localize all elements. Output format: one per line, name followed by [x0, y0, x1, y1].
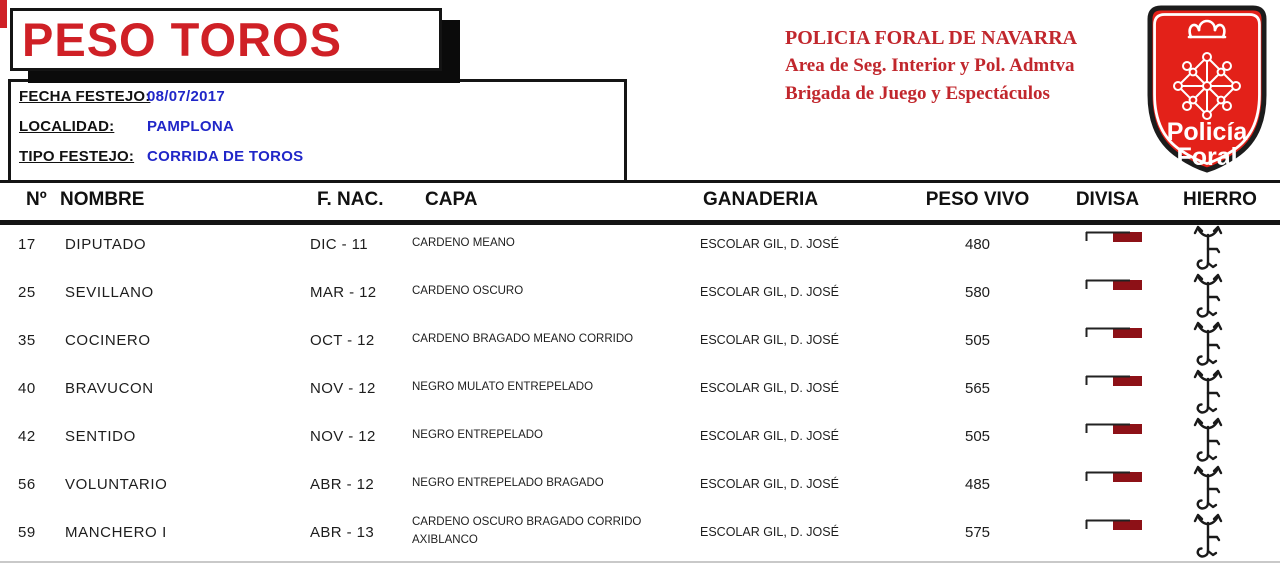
- cell-peso-vivo: 575: [964, 523, 991, 541]
- hierro-brand-icon: [1189, 225, 1227, 273]
- field-tipo-festejo: [11, 148, 624, 166]
- table-row: [0, 364, 1280, 412]
- table-body: [0, 220, 1280, 556]
- cell-fnac: NOV - 12: [310, 379, 376, 397]
- cell-peso-vivo: 580: [964, 283, 991, 301]
- hierro-brand-icon: [1189, 417, 1227, 465]
- cell-hierro: [1160, 316, 1280, 364]
- cell-nombre: SEVILLANO: [65, 283, 154, 301]
- cell-ganaderia: ESCOLAR GIL, D. JOSÉ: [700, 381, 839, 395]
- divisa-flag-icon: [1085, 471, 1143, 484]
- cell-numero: 59: [18, 523, 36, 541]
- cell-divisa: [1055, 430, 1160, 443]
- cell-numero: 25: [18, 283, 36, 301]
- cell-hierro: [1160, 220, 1280, 268]
- cell-nombre: SENTIDO: [65, 427, 136, 445]
- org-area: Area de Seg. Interior y Pol. Admtva: [785, 55, 1075, 76]
- table-row: [0, 412, 1280, 460]
- scan-artifact-red: [0, 0, 7, 28]
- cell-divisa: [1055, 526, 1160, 539]
- cell-ganaderia: ESCOLAR GIL, D. JOSÉ: [700, 477, 839, 491]
- cell-ganaderia: ESCOLAR GIL, D. JOSÉ: [700, 285, 839, 299]
- cell-divisa: [1055, 382, 1160, 395]
- cell-capa: CARDENO BRAGADO MEANO CORRIDO: [412, 333, 634, 346]
- cell-numero: 40: [18, 379, 36, 397]
- fecha-festejo-label: FECHA FESTEJO:: [19, 88, 151, 105]
- divisa-flag-icon: [1085, 375, 1143, 388]
- cell-capa: NEGRO MULATO ENTREPELADO: [412, 381, 594, 394]
- column-header-capa: CAPA: [425, 189, 478, 210]
- cell-numero: 17: [18, 235, 36, 253]
- column-header-numero: Nº: [26, 189, 47, 210]
- organization-header: [785, 24, 1077, 108]
- divisa-flag-icon: [1085, 423, 1143, 436]
- org-name: POLICIA FORAL DE NAVARRA: [785, 27, 1078, 49]
- cell-peso-vivo: 480: [964, 235, 991, 253]
- page-title: PESO TOROS: [22, 13, 342, 66]
- navarra-chains-icon: [1174, 53, 1240, 119]
- cell-numero: 42: [18, 427, 36, 445]
- cell-peso-vivo: 485: [964, 475, 991, 493]
- cell-hierro: [1160, 268, 1280, 316]
- localidad-label: LOCALIDAD:: [19, 118, 115, 135]
- cell-divisa: [1055, 334, 1160, 347]
- cell-fnac: DIC - 11: [310, 235, 368, 253]
- hierro-brand-icon: [1189, 465, 1227, 513]
- column-header-peso-vivo: PESO VIVO: [925, 189, 1030, 210]
- org-brigade: Brigada de Juego y Espectáculos: [785, 83, 1050, 104]
- table-row: [0, 460, 1280, 508]
- column-header-hierro: HIERRO: [1183, 189, 1257, 210]
- divisa-flag-icon: [1085, 279, 1143, 292]
- cell-hierro: [1160, 460, 1280, 508]
- column-header-fnac: F. NAC.: [317, 189, 384, 210]
- cell-numero: 35: [18, 331, 36, 349]
- cell-capa: CARDENO OSCURO: [412, 285, 524, 298]
- cell-divisa: [1055, 478, 1160, 491]
- field-localidad: [11, 118, 624, 136]
- title-box: [10, 8, 442, 71]
- divisa-flag-icon: [1085, 327, 1143, 340]
- shield-icon: [1141, 3, 1273, 175]
- column-header-divisa: DIVISA: [1075, 189, 1140, 210]
- cell-numero: 56: [18, 475, 36, 493]
- field-fecha-festejo: [11, 88, 624, 106]
- table-row: [0, 268, 1280, 316]
- hierro-brand-icon: [1189, 513, 1227, 561]
- table-header-row: [0, 180, 1280, 220]
- cell-divisa: [1055, 286, 1160, 299]
- cell-peso-vivo: 565: [964, 379, 991, 397]
- cell-ganaderia: ESCOLAR GIL, D. JOSÉ: [700, 525, 839, 539]
- cell-capa: NEGRO ENTREPELADO BRAGADO: [412, 477, 604, 490]
- hierro-brand-icon: [1189, 321, 1227, 369]
- cell-hierro: [1160, 412, 1280, 460]
- cell-nombre: MANCHERO I: [65, 523, 167, 541]
- table-row: [0, 316, 1280, 364]
- cell-ganaderia: ESCOLAR GIL, D. JOSÉ: [700, 237, 839, 251]
- column-header-nombre: NOMBRE: [60, 189, 145, 210]
- cell-ganaderia: ESCOLAR GIL, D. JOSÉ: [700, 333, 839, 347]
- hierro-brand-icon: [1189, 369, 1227, 417]
- policia-foral-logo: [1141, 3, 1273, 175]
- cell-ganaderia: ESCOLAR GIL, D. JOSÉ: [700, 429, 839, 443]
- divisa-flag-icon: [1085, 519, 1143, 532]
- logo-text-line1: Policía: [1166, 118, 1248, 146]
- divisa-flag-icon: [1085, 231, 1143, 244]
- cell-nombre: DIPUTADO: [65, 235, 147, 253]
- cell-divisa: [1055, 238, 1160, 251]
- cell-nombre: VOLUNTARIO: [65, 475, 168, 493]
- cell-fnac: NOV - 12: [310, 427, 376, 445]
- cell-peso-vivo: 505: [964, 331, 991, 349]
- tipo-festejo-value: CORRIDA DE TOROS: [147, 148, 304, 165]
- logo-text-line2: Foral: [1176, 143, 1238, 171]
- fecha-festejo-value: 08/07/2017: [147, 88, 226, 105]
- tipo-festejo-label: TIPO FESTEJO:: [19, 148, 135, 165]
- cell-fnac: ABR - 13: [310, 523, 375, 541]
- table-row: [0, 220, 1280, 268]
- cell-capa: CARDENO OSCURO BRAGADO CORRIDO AXIBLANCO: [412, 516, 642, 546]
- cell-hierro: [1160, 508, 1280, 556]
- cell-nombre: COCINERO: [65, 331, 151, 349]
- cell-capa: CARDENO MEANO: [412, 237, 515, 250]
- hierro-brand-icon: [1189, 273, 1227, 321]
- page-bottom-rule: [0, 561, 1280, 563]
- cell-hierro: [1160, 364, 1280, 412]
- cell-nombre: BRAVUCON: [65, 379, 154, 397]
- cell-fnac: ABR - 12: [310, 475, 375, 493]
- cell-peso-vivo: 505: [964, 427, 991, 445]
- table-row: [0, 508, 1280, 556]
- column-header-ganaderia: GANADERIA: [703, 189, 819, 210]
- cell-capa: NEGRO ENTREPELADO: [412, 429, 543, 442]
- event-info-box: [8, 79, 627, 183]
- cell-fnac: MAR - 12: [310, 283, 377, 301]
- localidad-value: PAMPLONA: [147, 118, 235, 135]
- cell-fnac: OCT - 12: [310, 331, 375, 349]
